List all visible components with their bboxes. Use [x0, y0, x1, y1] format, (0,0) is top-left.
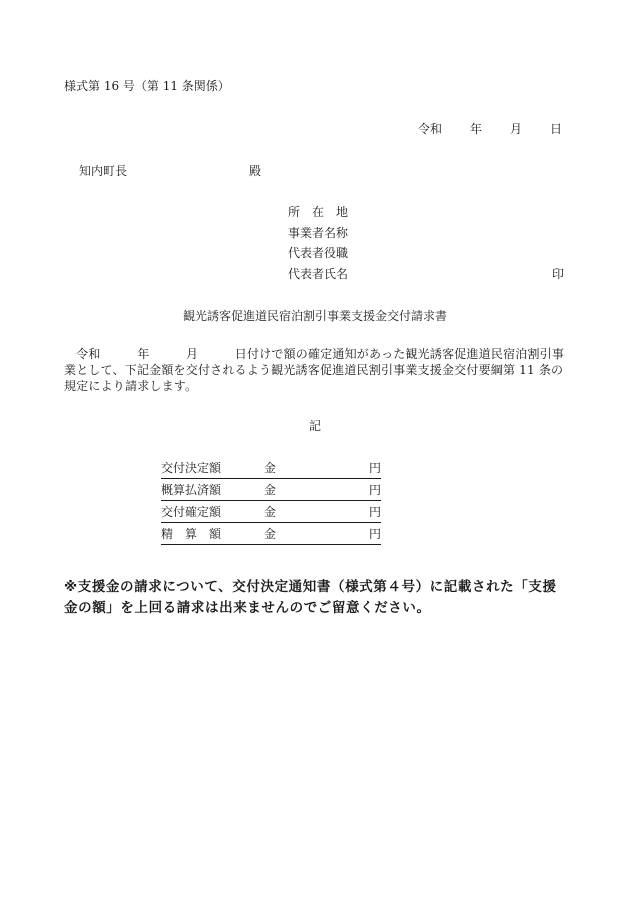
applicant-company-label: 事業者名称 — [288, 226, 349, 240]
record-mark: 記 — [308, 419, 321, 433]
amount-unit: 円 — [368, 527, 381, 541]
applicant-title-label: 代表者役職 — [288, 246, 349, 260]
amount-label: 概算払済額 — [161, 483, 222, 497]
amount-unit: 円 — [368, 483, 381, 497]
seal-mark: 印 — [552, 267, 565, 281]
amount-currency: 金 — [264, 527, 277, 541]
form-number: 様式第 16 号（第 11 条関係） — [64, 79, 230, 93]
amount-currency: 金 — [264, 483, 277, 497]
applicant-address-label: 所 在 地 — [288, 205, 349, 219]
amount-currency: 金 — [264, 461, 277, 475]
amount-label: 交付確定額 — [161, 505, 222, 519]
amounts-table — [161, 458, 381, 546]
body-text: 令和 年 月 日付けで額の確定通知があった観光誘客促進道民宿泊割引事業として、下記金額を交付されるよう観光誘客促進道民割引事業支援金交付要綱第 11 条の規定により請求します。 — [64, 347, 565, 393]
amount-row-decided — [161, 458, 381, 479]
amount-currency: 金 — [264, 505, 277, 519]
applicant-name-label: 代表者氏名 — [288, 267, 349, 281]
addressee-name: 知内町長 — [79, 164, 128, 178]
document-title: 観光誘客促進道民宿泊割引事業支援金交付請求書 — [182, 309, 447, 323]
amount-row-settlement — [161, 524, 381, 545]
amount-unit: 円 — [368, 505, 381, 519]
amount-row-confirmed — [161, 502, 381, 523]
amount-label: 交付決定額 — [161, 461, 222, 475]
amount-label: 精 算 額 — [161, 527, 222, 541]
addressee-honorific: 殿 — [249, 164, 262, 178]
date-year: 年 — [470, 122, 483, 136]
amount-row-prepaid — [161, 480, 381, 501]
date-month: 月 — [510, 122, 523, 136]
notice-text: ※支援金の請求について、交付決定通知書（様式第４号）に記載された「支援 金の額」を上回る請求は出来ませんのでご留意ください。 — [64, 579, 571, 616]
date-era: 令和 — [418, 122, 443, 136]
amount-unit: 円 — [368, 461, 381, 475]
date-day: 日 — [550, 122, 563, 136]
date-line — [418, 121, 562, 137]
addressee — [79, 163, 262, 179]
